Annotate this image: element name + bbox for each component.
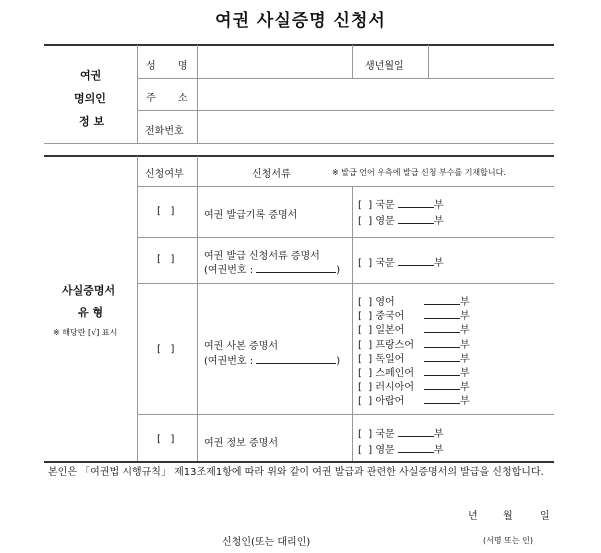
copies-input (424, 380, 460, 390)
language-checkbox[interactable]: [ ] 스페인어 부 (358, 368, 470, 379)
copies-input (398, 198, 434, 208)
date-day: 일 (540, 511, 550, 522)
copies-input (398, 214, 434, 224)
passport-number-input (256, 263, 336, 273)
phone-label: 전화번호 (145, 126, 184, 137)
birth-date-field[interactable] (429, 46, 553, 77)
name-field[interactable] (198, 46, 351, 77)
apply-column-header: 신청여부 (145, 169, 184, 180)
holder-section-label: 여권 (80, 69, 102, 82)
apply-checkbox[interactable]: [ ] (157, 344, 175, 355)
signature-note: (서명 또는 인) (483, 536, 533, 545)
passport-number-line[interactable]: (여권번호 : ) (204, 265, 341, 276)
holder-section-label: 정 보 (79, 115, 105, 128)
language-checkbox[interactable]: [ ] 일본어 부 (358, 325, 470, 337)
apply-checkbox[interactable]: [ ] (157, 254, 175, 265)
language-note: ※ 발급 언어 우측에 발급 신청 부수를 기재합니다. (332, 168, 506, 177)
language-checkbox[interactable]: [ ] 중국어 부 (358, 311, 470, 323)
copies-input (398, 443, 434, 453)
language-checkbox[interactable]: [ ] 영어 부 (358, 297, 470, 308)
language-checkbox[interactable]: [ ] 국문 부 (358, 429, 444, 440)
address-label: 주 소 (146, 93, 188, 104)
date-year: 년 (468, 511, 478, 522)
copies-input (424, 366, 460, 376)
date-month: 월 (503, 511, 513, 522)
copies-input (424, 394, 460, 404)
cert-section-label: 사실증명서 (62, 284, 116, 297)
apply-checkbox[interactable]: [ ] (157, 206, 175, 217)
phone-field[interactable] (198, 111, 553, 142)
birth-date-label: 생년월일 (365, 61, 404, 72)
language-checkbox[interactable]: [ ] 영문 부 (358, 216, 444, 227)
language-checkbox[interactable]: [ ] 프랑스어 부 (358, 339, 470, 351)
holder-section-label: 명의인 (74, 92, 106, 105)
passport-number-line[interactable]: (여권번호 : ) (204, 356, 341, 367)
passport-number-input (256, 354, 336, 364)
copies-input (424, 352, 460, 362)
language-checkbox[interactable]: [ ] 러시아어 부 (358, 382, 470, 394)
name-label: 성 명 (146, 61, 188, 72)
cert-section-label: 유 형 (78, 306, 104, 319)
language-checkbox[interactable]: [ ] 독일어 부 (358, 353, 470, 365)
language-checkbox[interactable]: [ ] 영문 부 (358, 445, 444, 456)
page-title: 여권 사실증명 신청서 (215, 11, 386, 31)
document-name: 여권 발급 신청서류 증명서 (204, 251, 320, 262)
copies-input (424, 295, 460, 305)
language-checkbox[interactable]: [ ] 국문 부 (358, 258, 444, 269)
copies-input (424, 323, 460, 333)
document-name: 여권 정보 증명서 (204, 438, 278, 449)
copies-input (424, 309, 460, 319)
language-checkbox[interactable]: [ ] 국문 부 (358, 200, 444, 211)
address-field[interactable] (198, 79, 553, 109)
language-checkbox[interactable]: [ ] 아랍어 부 (358, 396, 470, 408)
cert-section-note: ※ 해당란 [√] 표시 (53, 328, 118, 337)
document-name: 여권 사본 증명서 (204, 341, 278, 352)
apply-checkbox[interactable]: [ ] (157, 434, 175, 445)
copies-input (398, 256, 434, 266)
documents-column-header: 신청서류 (252, 169, 291, 180)
document-name: 여권 발급기록 증명서 (204, 210, 298, 221)
copies-input (424, 338, 460, 348)
applicant-label: 신청인(또는 대리인) (222, 537, 311, 548)
statement-text: 본인은 「여권법 시행규칙」 제13조제1항에 따라 위와 같이 여권 발급과 관련한 사실증명서의 발급을 신청합니다. (48, 467, 544, 478)
copies-input (398, 427, 434, 437)
